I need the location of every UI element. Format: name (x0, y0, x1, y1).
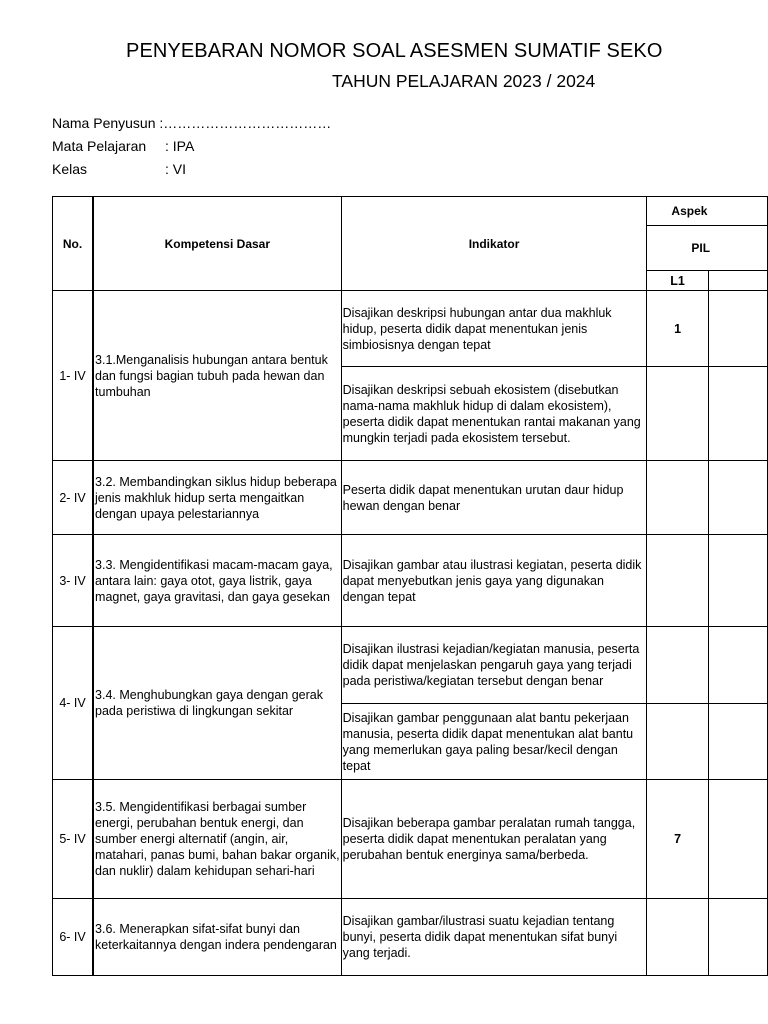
question-number (647, 627, 708, 704)
penyusun-value: ……………………………… (163, 115, 332, 131)
mapel-label: Mata Pelajaran (52, 138, 147, 154)
empty-cell (708, 704, 767, 780)
header-l2-cell (708, 271, 767, 291)
question-number: 7 (647, 780, 708, 899)
distribution-table (52, 196, 768, 976)
indikator-cell: Peserta didik dapat menentukan urutan daur hidup hewan dengan benar (341, 461, 647, 535)
kompetensi-dasar-cell: 3.4. Menghubungkan gaya dengan gerak pada peristiwa di lingkungan sekitar (93, 627, 341, 780)
empty-cell (708, 780, 767, 899)
empty-cell (708, 291, 767, 367)
indikator-cell: Disajikan gambar atau ilustrasi kegiatan, peserta didik dapat menyebutkan jenis gaya yang digunakan dengan tepat (341, 535, 647, 627)
header-l1: L1 (647, 271, 708, 291)
row-number: 4- IV (53, 627, 94, 780)
row-number: 1- IV (53, 291, 94, 461)
mapel-value: : IPA (165, 138, 195, 154)
meta-kelas (52, 161, 187, 177)
table-row (53, 899, 768, 976)
empty-cell (708, 367, 767, 461)
header-kompetensi-dasar: Kompetensi Dasar (93, 197, 341, 291)
kompetensi-dasar-cell: 3.5. Mengidentifikasi berbagai sumber energi, perubahan bentuk energi, dan sumber energi alternatif (angin, air, matahari, panas bumi, bahan bakar organik, dan nuklir) dalam kehidupan sehari-hari (93, 780, 341, 899)
header-pil: PIL (647, 226, 768, 271)
row-number: 2- IV (53, 461, 94, 535)
kompetensi-dasar-cell: 3.2. Membandingkan siklus hidup beberapa jenis makhluk hidup serta mengaitkan dengan upaya pelestariannya (93, 461, 341, 535)
header-indikator: Indikator (341, 197, 647, 291)
kompetensi-dasar-cell: 3.3. Mengidentifikasi macam-macam gaya, antara lain: gaya otot, gaya listrik, gaya magnet, gaya gravitasi, dan gaya gesekan (93, 535, 341, 627)
question-number (647, 367, 708, 461)
empty-cell (708, 627, 767, 704)
question-number: 1 (647, 291, 708, 367)
kelas-value: : VI (165, 161, 187, 177)
kompetensi-dasar-cell: 3.1.Menganalisis hubungan antara bentuk dan fungsi bagian tubuh pada hewan dan tumbuhan (93, 291, 341, 461)
indikator-cell: Disajikan deskripsi sebuah ekosistem (disebutkan nama-nama makhluk hidup di dalam ekosistem), peserta didik dapat menentukan rantai makanan yang mungkin terjadi pada ekosistem tersebut. (341, 367, 647, 461)
document-subtitle: TAHUN PELAJARAN 2023 / 2024 (332, 71, 596, 91)
row-number: 3- IV (53, 535, 94, 627)
table-row (53, 780, 768, 899)
indikator-cell: Disajikan gambar penggunaan alat bantu pekerjaan manusia, peserta didik dapat menentukan alat bantu yang memerlukan gaya paling besar/kecil dengan tepat (341, 704, 647, 780)
header-no: No. (53, 197, 94, 291)
penyusun-label: Nama Penyusun : (52, 115, 164, 131)
question-number (647, 535, 708, 627)
question-number (647, 704, 708, 780)
document-title: PENYEBARAN NOMOR SOAL ASESMEN SUMATIF SEKO (126, 40, 663, 62)
empty-cell (708, 899, 767, 976)
kompetensi-dasar-cell: 3.6. Menerapkan sifat-sifat bunyi dan keterkaitannya dengan indera pendengaran (93, 899, 341, 976)
table-row (53, 291, 768, 367)
indikator-cell: Disajikan ilustrasi kejadian/kegiatan manusia, peserta didik dapat menjelaskan pengaruh gaya yang terjadi pada peristiwa/kegiatan tersebut dengan benar (341, 627, 647, 704)
indikator-cell: Disajikan deskripsi hubungan antar dua makhluk hidup, peserta didik dapat menentukan jenis simbiosisnya dengan tepat (341, 291, 647, 367)
table-row (53, 461, 768, 535)
row-number: 6- IV (53, 899, 94, 976)
indikator-cell: Disajikan gambar/ilustrasi suatu kejadian tentang bunyi, peserta didik dapat menentukan sifat bunyi yang terjadi. (341, 899, 647, 976)
kelas-label: Kelas (52, 161, 88, 177)
table-row (53, 627, 768, 704)
table-row (53, 535, 768, 627)
empty-cell (708, 461, 767, 535)
meta-mapel (52, 138, 195, 154)
row-number: 5- IV (53, 780, 94, 899)
question-number (647, 899, 708, 976)
question-number (647, 461, 708, 535)
indikator-cell: Disajikan beberapa gambar peralatan rumah tangga, peserta didik dapat menentukan peralatan yang perubahan bentuk energinya sama/berbeda. (341, 780, 647, 899)
empty-cell (708, 535, 767, 627)
header-aspek: Aspek (647, 197, 768, 226)
meta-penyusun (52, 115, 331, 131)
